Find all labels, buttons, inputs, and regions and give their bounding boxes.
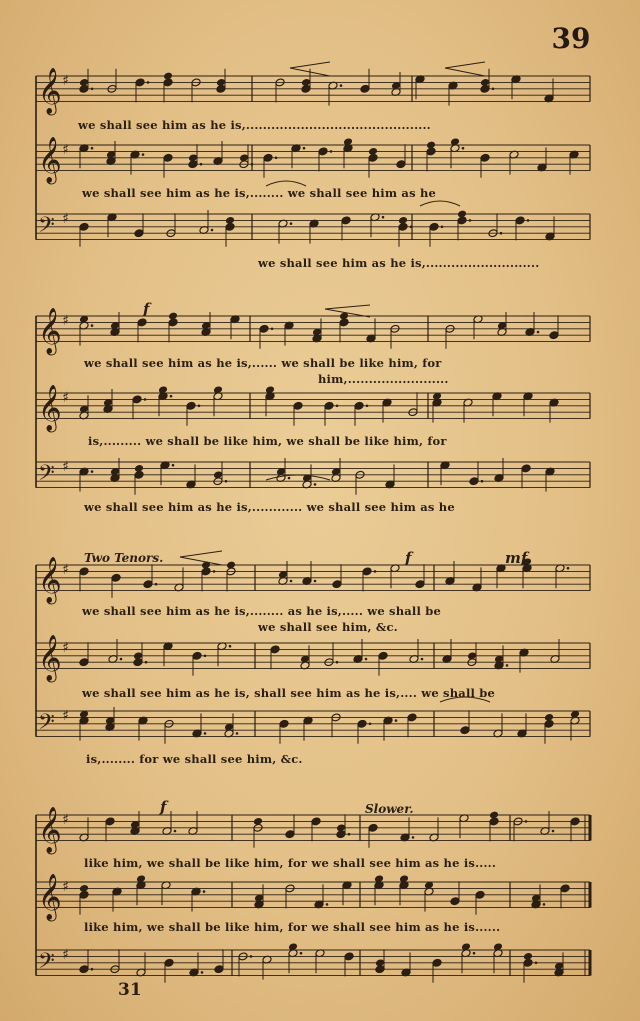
- note-dot: [473, 952, 476, 955]
- note-dot: [290, 222, 293, 225]
- note-dot: [535, 962, 538, 965]
- lyric-line: like him, we shall be like him, for we shall see him as he is.....: [84, 856, 497, 870]
- note-head: [226, 561, 236, 570]
- note-dot: [382, 216, 385, 219]
- note-dot: [481, 480, 484, 483]
- slur: [266, 475, 330, 480]
- hairpin: [445, 62, 485, 76]
- note-dot: [525, 820, 528, 823]
- note-dot: [251, 163, 254, 166]
- dynamic-marking: mf: [505, 549, 528, 567]
- note-dot: [201, 971, 204, 974]
- treble-clef-icon: 𝄞: [38, 874, 62, 920]
- footer-number: 31: [118, 980, 142, 1000]
- note-dot: [172, 464, 175, 467]
- note-dot: [492, 88, 495, 91]
- note-dot: [91, 324, 94, 327]
- key-signature-icon: ♯: [62, 390, 69, 406]
- slur: [420, 201, 460, 206]
- note-dot: [204, 732, 207, 735]
- treble-clef-icon: 𝄞: [38, 308, 62, 354]
- note-dot: [120, 658, 123, 661]
- note-head: [523, 952, 533, 961]
- note-dot: [348, 833, 351, 836]
- note-dot: [198, 405, 201, 408]
- note-dot: [213, 570, 216, 573]
- note-dot: [374, 570, 377, 573]
- page-number: 39: [551, 22, 591, 55]
- note-dot: [326, 903, 329, 906]
- key-signature-icon: ♯: [62, 640, 69, 656]
- note-dot: [552, 830, 555, 833]
- note-dot: [410, 226, 413, 229]
- tempo-direction: Slower.: [365, 802, 414, 816]
- note-dot: [336, 405, 339, 408]
- note-dot: [174, 830, 177, 833]
- treble-clef-icon: 𝄞: [38, 557, 62, 603]
- note-dot: [200, 163, 203, 166]
- note-head: [253, 817, 263, 826]
- note-head: [368, 147, 378, 156]
- note-dot: [288, 477, 291, 480]
- lyric-line: we shall see him as he is,........ we shall see him as he: [82, 186, 437, 200]
- lyric-line: we shall see him as he is,........ as he is,..... we shall be: [82, 604, 442, 618]
- note-dot: [155, 583, 158, 586]
- note-dot: [271, 328, 274, 331]
- lyric-line-secondary: him,........................: [318, 372, 449, 386]
- note-head: [134, 464, 144, 473]
- lyric-line: we shall see him as he is, shall see him as he is,.... we shall be: [82, 686, 496, 700]
- note-dot: [290, 580, 293, 583]
- note-dot: [250, 955, 253, 958]
- note-dot: [441, 226, 444, 229]
- note-dot: [462, 147, 465, 150]
- note-dot: [567, 567, 570, 570]
- note-dot: [500, 232, 503, 235]
- note-head: [168, 312, 178, 321]
- lyric-line: is,......... we shall be like him, we shall be like him, for: [88, 434, 447, 448]
- lyric-line: is,........ for we shall see him, &c.: [86, 752, 303, 766]
- note-head: [225, 216, 235, 225]
- key-signature-icon: ♯: [62, 708, 69, 724]
- note-dot: [91, 968, 94, 971]
- key-signature-icon: ♯: [62, 562, 69, 578]
- key-signature-icon: ♯: [62, 947, 69, 963]
- note-dot: [91, 88, 94, 91]
- key-signature-icon: ♯: [62, 879, 69, 895]
- treble-clef-icon: 𝄞: [38, 385, 62, 431]
- note-dot: [365, 658, 368, 661]
- note-head: [426, 141, 436, 150]
- note-dot: [229, 645, 232, 648]
- note-dot: [144, 398, 147, 401]
- note-dot: [336, 661, 339, 664]
- note-dot: [527, 219, 530, 222]
- note-head: [457, 210, 467, 219]
- lyric-line: we shall see him as he is,...... we shall be like him, for: [84, 356, 442, 370]
- note-dot: [395, 719, 398, 722]
- note-dot: [469, 219, 472, 222]
- note-dot: [204, 655, 207, 658]
- key-signature-icon: ♯: [62, 313, 69, 329]
- treble-clef-icon: 𝄞: [38, 137, 62, 183]
- treble-clef-icon: 𝄞: [38, 68, 62, 114]
- key-signature-icon: ♯: [62, 73, 69, 89]
- note-dot: [91, 470, 94, 473]
- lyric-line: we shall see him as he is,............ we shall see him as he: [84, 500, 455, 514]
- note-dot: [330, 150, 333, 153]
- note-dot: [543, 903, 546, 906]
- hairpin: [180, 551, 222, 565]
- note-dot: [225, 480, 228, 483]
- note-dot: [366, 405, 369, 408]
- voicing-direction: Two Tenors.: [84, 551, 164, 565]
- bass-clef-icon: 𝄢: [38, 949, 55, 979]
- dynamic-marking: f: [160, 798, 167, 816]
- bass-clef-icon: 𝄢: [38, 461, 55, 491]
- bass-clef-icon: 𝄢: [38, 213, 55, 243]
- lyric-line: we shall see him as he is,............................................: [78, 118, 431, 132]
- note-dot: [275, 157, 278, 160]
- key-signature-icon: ♯: [62, 459, 69, 475]
- note-dot: [303, 147, 306, 150]
- note-dot: [421, 658, 424, 661]
- note-head: [489, 811, 499, 820]
- note-dot: [142, 153, 145, 156]
- note-dot: [91, 147, 94, 150]
- lyric-line: like him, we shall be like him, for we shall see him as he is......: [84, 920, 501, 934]
- note-dot: [170, 395, 173, 398]
- note-head: [79, 884, 89, 893]
- note-head: [398, 216, 408, 225]
- dynamic-marking: f: [405, 549, 412, 567]
- key-signature-icon: ♯: [62, 812, 69, 828]
- note-dot: [147, 81, 150, 84]
- dynamic-marking: f: [143, 300, 150, 318]
- note-dot: [537, 331, 540, 334]
- note-dot: [203, 890, 206, 893]
- bass-clef-icon: 𝄢: [38, 710, 55, 740]
- note-head: [544, 713, 554, 722]
- note-dot: [236, 732, 239, 735]
- note-dot: [145, 661, 148, 664]
- note-head: [163, 72, 173, 81]
- note-dot: [340, 84, 343, 87]
- note-dot: [211, 229, 214, 232]
- note-dot: [506, 664, 509, 667]
- note-dot: [300, 952, 303, 955]
- note-dot: [412, 836, 415, 839]
- lyric-line: we shall see him as he is,...........................: [258, 256, 540, 270]
- treble-clef-icon: 𝄞: [38, 807, 62, 853]
- key-signature-icon: ♯: [62, 142, 69, 158]
- treble-clef-icon: 𝄞: [38, 635, 62, 681]
- lyric-line-secondary: we shall see him, &c.: [258, 620, 398, 634]
- note-dot: [314, 483, 317, 486]
- note-dot: [369, 723, 372, 726]
- key-signature-icon: ♯: [62, 211, 69, 227]
- note-dot: [314, 580, 317, 583]
